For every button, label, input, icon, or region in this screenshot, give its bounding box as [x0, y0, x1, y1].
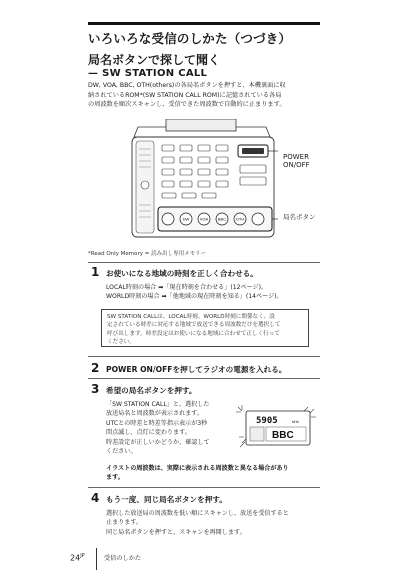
power-label-line: POWER	[283, 153, 309, 161]
note-line: 定されている時差に対応する地域で放送できる周波数だけを選択して	[107, 322, 281, 329]
illustration-remark	[106, 464, 289, 483]
step-detail-line: UTCとの時差と時差等指示表示が3秒	[106, 419, 208, 427]
page-title: いろいろな受信のしかた（つづき）	[88, 31, 292, 46]
step-details	[106, 509, 320, 537]
divider	[88, 378, 320, 379]
station-key-dw: DW	[182, 216, 190, 222]
lcd-display	[236, 405, 320, 451]
step-detail-line: 止まります。	[106, 519, 143, 527]
intro-paragraph	[88, 81, 320, 110]
step-instruction: お使いになる地域の時刻を正しく合わせる。	[106, 269, 258, 278]
page-number-suffix: JP	[80, 553, 85, 559]
step-details	[106, 400, 256, 457]
step-detail-line: 同じ局名ボタンを押すと、スキャンを再開します。	[106, 528, 246, 536]
section-subheading: — SW STATION CALL	[88, 68, 208, 79]
lcd-unit: kHz	[292, 419, 299, 424]
step-detail-line: 放送局名と周波数が表示されます。	[106, 410, 204, 418]
step-detail-line: 間点滅し、点灯に変わります。	[106, 429, 191, 437]
intro-line: の周波数を順次スキャンし、受信できた周波数で自動的に止まります。	[88, 101, 286, 109]
power-label-line: ON/OFF	[283, 161, 310, 170]
step-instruction: もう一度、同じ局名ボタンを押す。	[106, 495, 227, 504]
remark-line: ます。	[106, 474, 124, 482]
step-number: 4	[91, 491, 100, 505]
step-detail-line: 選択した放送局の周波数を低い順にスキャンし、放送を受信すると	[106, 510, 289, 517]
divider	[88, 356, 320, 357]
rom-footnote: *Read Only Memory = 読み出し専用メモリー	[88, 251, 207, 257]
step-instruction: POWER ON/OFFを押してラジオの電源を入れる。	[106, 365, 287, 374]
divider	[88, 487, 320, 488]
step-details	[106, 283, 283, 302]
power-button-label	[283, 153, 310, 170]
station-key-voa: VOA	[199, 216, 209, 222]
step-number: 2	[91, 361, 100, 375]
step-detail-line: ください。	[106, 448, 137, 456]
step-number: 3	[91, 382, 100, 396]
step-detail-line: LOCAL時刻の場合 ➡「現在時刻を合わせる」(12ページ)。	[106, 284, 268, 291]
lcd-frequency: 5905	[256, 416, 278, 426]
step-number: 1	[91, 265, 100, 279]
section-heading: 局名ボタンで探して聞く	[88, 53, 221, 67]
station-buttons-label: 局名ボタン	[283, 213, 316, 221]
step-instruction: 希望の局名ボタンを押す。	[106, 386, 197, 395]
step-detail-line: 「SW STATION CALL」と、選択した	[106, 401, 210, 408]
step-detail-line: WORLD時刻の場合 ➡「他地域の現在時刻を知る」(14ページ)。	[106, 293, 283, 301]
divider	[88, 262, 320, 263]
page-number	[70, 553, 85, 563]
station-key-bbc: BBC	[217, 216, 227, 222]
radio-illustration	[128, 119, 278, 241]
remark-line: イラストの周波数は、実際に表示される周波数と異なる場合があり	[106, 465, 289, 472]
footer-section: 受信のしかた	[104, 555, 142, 562]
intro-line: 納されているROM*(SW STATION CALL ROM)に記憶されている各局	[88, 91, 282, 99]
intro-line: DW, VOA, BBC, OTH(others)の各局名ボタンを押すと、本機裏面に収	[88, 82, 286, 89]
lcd-station: BBC	[272, 430, 294, 441]
note-line: 呼び出します。時差設定はお使いになる地域に合わせて正しく行って	[107, 330, 280, 337]
header-rule	[88, 22, 320, 25]
footer-divider	[96, 548, 97, 570]
page-number-value: 24	[70, 553, 81, 563]
note-box	[101, 309, 309, 347]
station-key-oth: OTH	[235, 216, 245, 222]
step-detail-line: 時差設定が正しいかどうか、確認して	[106, 438, 210, 446]
note-line: ください。	[107, 339, 135, 346]
note-line: SW STATION CALLは、LOCAL時刻、WORLD時刻に関係なく、設	[107, 314, 275, 320]
